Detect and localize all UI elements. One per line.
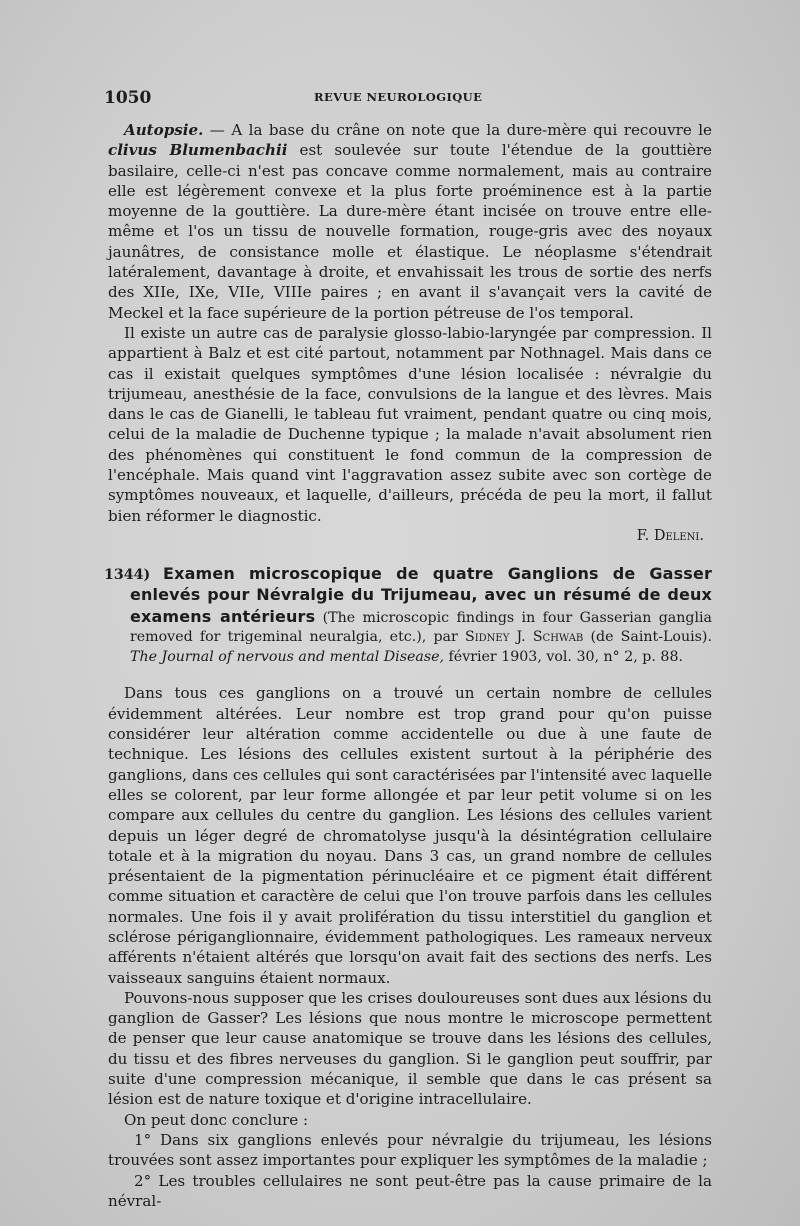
- running-head: REVUE NEUROLOGIQUE: [314, 90, 483, 104]
- bibliography-entry: [104, 563, 713, 668]
- compression-paragraph: Il existe un autre cas de paralysie glosso-labio-laryngée par compression. Il appartient à Balz et est cité partout, notamment par Nothnagel. Mais dans ce cas il existait quelques symptômes d'une lésion localisée : névralgie du trijumeau, anesthésie de la face, convulsions de la langue et des lèvres. Mais dans le cas de Gianelli, le tableau fut vraiment, pendant quatre ou cinq mois, celui de la maladie de Duchenne typique ; la malade n'avait absolument rien des phénomènes qui constituent le fond commun de la compression de l'encéphale. Mais quand vint l'aggravation assez subite avec son cortège de symptômes nouveaux, et laquelle, d'ailleurs, précéda de peu la mort, il fallut bien réformer le diagnostic.: [108, 323, 712, 525]
- journal-citation: février 1903, vol. 30, n° 2, p. 88.: [444, 648, 683, 665]
- autopsy-paragraph: [108, 120, 712, 323]
- abstract-affiliation: (de Saint-Louis).: [583, 629, 712, 646]
- autopsy-body: est soulevée sur toute l'étendue de la gouttière basilaire, celle-ci n'est pas concave comme normalement, mais au contraire elle est légèrement convexe et la plus forte proéminence est à la partie moyenne de la gouttière. La dure-mère étant incisée on trouve entre elle-même et l'os un tissu de nouvelle formation, rouge-gris avec des noyaux jaunâtres, de consistance molle et élastique. Le néoplasme s'étendrait latéralement, davantage à droite, et envahissait les trous de sortie des nerfs des XIIe, IXe, VIIe, VIIIe paires ; en avant il s'avançait vers la cavité de Meckel et la face supérieure de la portion pétreuse de l'os temporal.: [108, 141, 712, 322]
- conclusion-item-2: 2° Les troubles cellulaires ne sont peut-être pas la cause primaire de la névral-: [108, 1171, 712, 1210]
- abstract-number: 1344): [104, 566, 151, 583]
- abstract-author: Sidney J. Schwab: [465, 629, 584, 646]
- ganglia-findings-paragraph: Dans tous ces ganglions on a trouvé un certain nombre de cellules évidemment altérées. Leur nombre est trop grand pour qu'on puisse considérer leur altération comme accidentelle ou due à une faute de technique. Les lésions des cellules existent surtout à la périphérie des ganglions, dans ces cellules qui sont caractérisées par l'intensité avec laquelle elles se colorent, par leur forme allongée et par leur petit volume si on les compare aux cellules du centre du ganglion. Les lésions des cellules varient depuis un léger degré de chromatolyse jusqu'à la désintégration cellulaire totale et à la migration du noyau. Dans 3 cas, un grand nombre de cellules présentaient de la pigmentation périnucléaire et ce pigment était différent comme situation et caractère de celui que l'on trouve parfois dans les cellules normales. Une fois il y avait prolifération du tissu interstitiel du ganglion et sclérose périganglionnaire, évidemment pathologiques. Les rameaux nerveux afférents n'étaient altérés que lorsqu'on avait fait des sections des nerfs. Les vaisseaux sanguins étaient normaux.: [108, 684, 712, 987]
- abstract-title: Examen microscopique de quatre Ganglions de Gasser enlevés pour Névralgie du Trijumeau, avec un résumé de deux examens antérieurs: [130, 563, 713, 626]
- page-number: 1050: [104, 88, 152, 108]
- autopsy-lead: Autopsie.: [124, 121, 204, 139]
- abstract-translation: (The microscopic findings in four Gasserian ganglia removed for trigeminal neuralgia, etc.), par: [130, 609, 712, 646]
- conclusion-intro: On peut donc conclure :: [124, 1110, 309, 1129]
- conclusion-item-1: 1° Dans six ganglions enlevés pour névralgie du trijumeau, les lésions trouvées sont assez importantes pour expliquer les symptômes de la maladie ;: [108, 1130, 712, 1170]
- signature-text: F. Deleni.: [636, 527, 704, 544]
- journal-name: The Journal of nervous and mental Disease,: [130, 648, 445, 665]
- journal-page: [104, 84, 713, 1211]
- autopsy-intro: — A la base du crâne on note que la dure-mère qui recouvre le: [203, 121, 712, 139]
- page-header: [104, 84, 712, 110]
- author-signature: [108, 526, 712, 546]
- hypothesis-paragraph: Pouvons-nous supposer que les crises douloureuses sont dues aux lésions du ganglion de Gasser? Les lésions que nous montre le microscope permettent de penser que leur cause anatomique se trouve dans les lésions des cellules, du tissu et des fibres nerveuses du ganglion. Si le ganglion peut souffrir, par suite d'une compression mécanique, il semble que dans le cas présent sa lésion est de nature toxique et d'origine intracellulaire.: [108, 988, 712, 1109]
- clivus-term: clivus Blumenbachii: [108, 141, 288, 160]
